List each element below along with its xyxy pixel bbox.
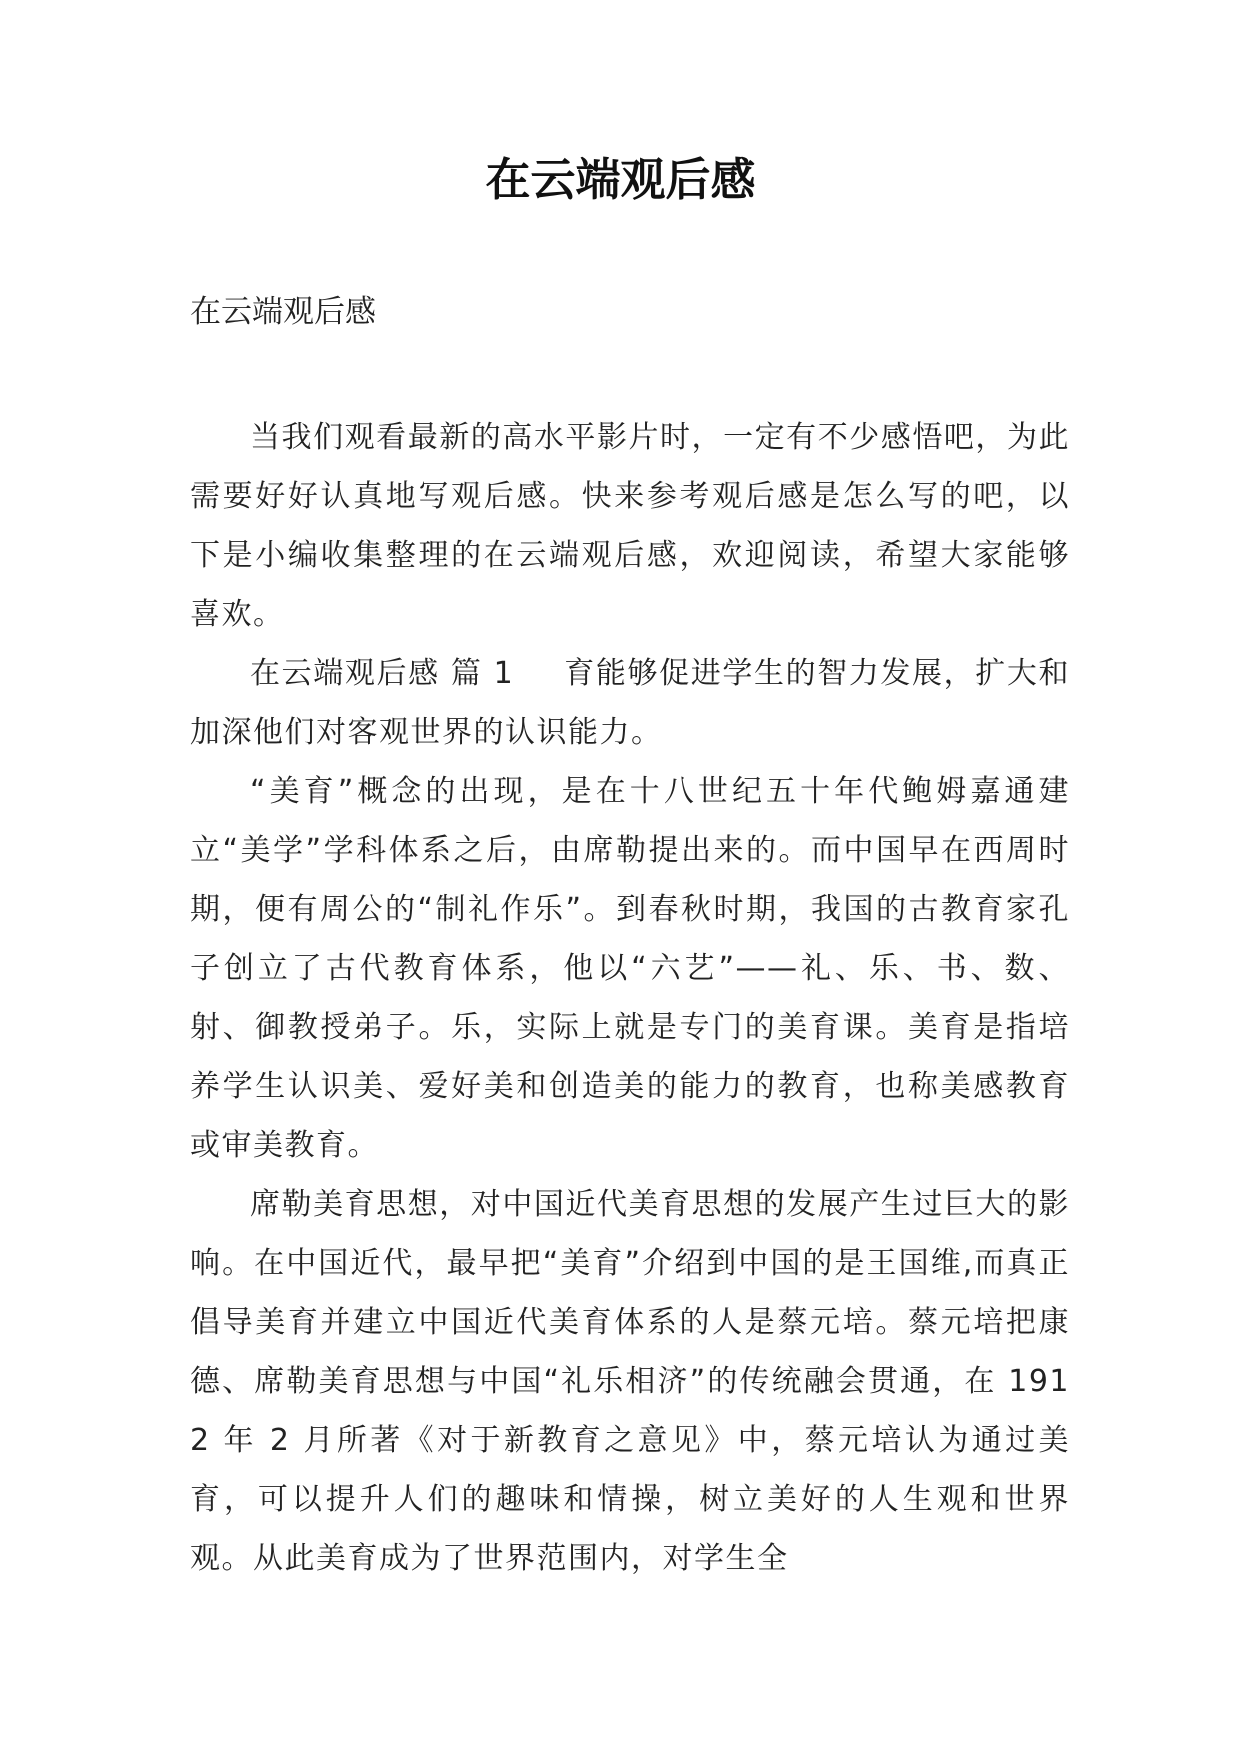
paragraph-intro: 当我们观看最新的高水平影片时，一定有不少感悟吧，为此需要好好认真地写观后感。快来参考观后感是怎么写的吧，以下是小编收集整理的在云端观后感，欢迎阅读，希望大家能够喜欢。 — [190, 420, 1070, 632]
document-body — [190, 408, 1070, 1588]
document-subtitle: 在云端观后感 — [190, 294, 376, 330]
paragraph-schiller: 席勒美育思想，对中国近代美育思想的发展产生过巨大的影响。在中国近代，最早把“美育”介绍到中国的是王国维,而真正倡导美育并建立中国近代美育体系的人是蔡元培。蔡元培把康德、席勒美育思想与中国“礼乐相济”的传统融会贯通，在 1912 年 2 月所著《对于新教育之意见》中，蔡元培认为通过美育，可以提升人们的趣味和情操，树立美好的人生观和世界观。从此美育成为了世界范围内，对学生全 — [190, 1187, 1070, 1576]
document-title: 在云端观后感 — [485, 153, 756, 206]
section-heading: 在云端观后感 篇 1 — [250, 656, 515, 691]
paragraph-aesthetic-education: “美育”概念的出现，是在十八世纪五十年代鲍姆嘉通建立“美学”学科体系之后，由席勒提出来的。而中国早在西周时期，便有周公的“制礼作乐”。到春秋时期，我国的古教育家孔子创立了古代教育体系，他以“六艺”——礼、乐、书、数、射、御教授弟子。乐，实际上就是专门的美育课。美育是指培养学生认识美、爱好美和创造美的能力的教育，也称美感教育或审美教育。 — [190, 774, 1070, 1163]
paragraph-section-1 — [190, 644, 1070, 762]
section-text: 育能够促进学生的智力发展，扩大和加深他们对客观世界的认识能力。 — [190, 656, 1070, 750]
